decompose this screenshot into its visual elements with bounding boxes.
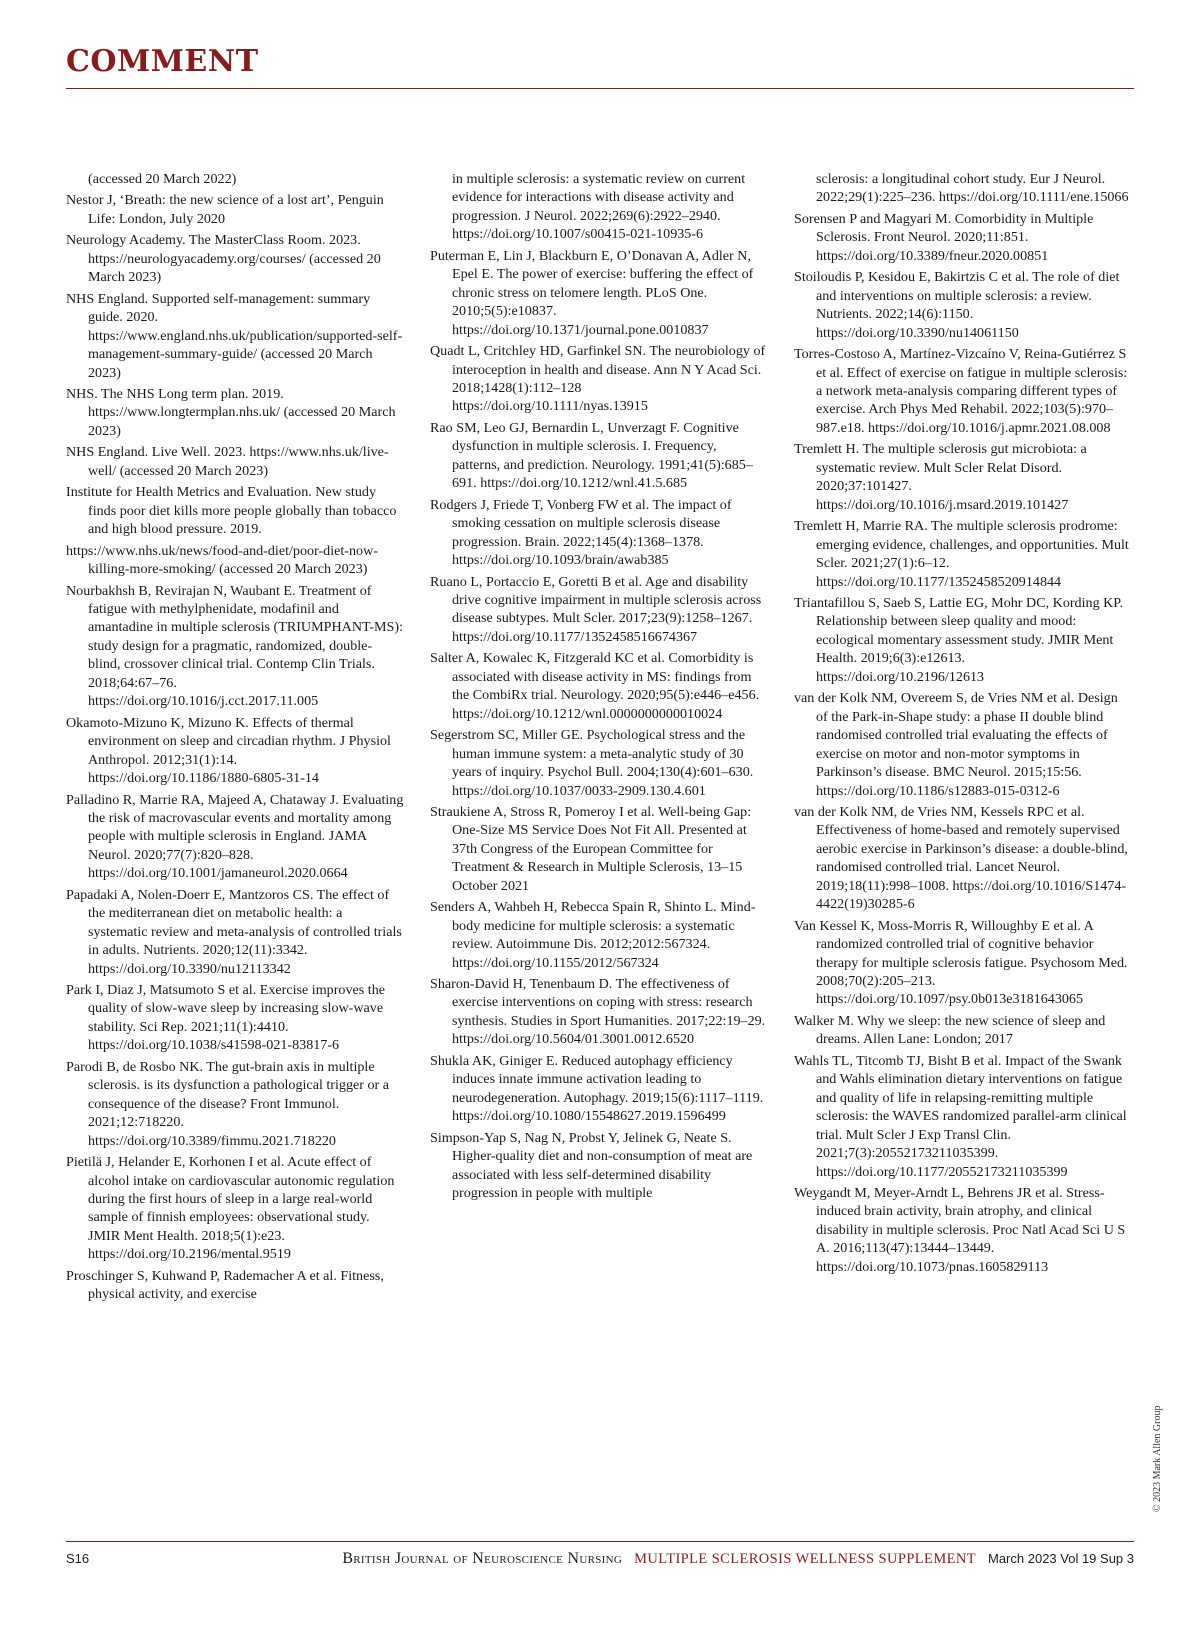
reference-column-3 bbox=[794, 170, 1132, 1279]
reference-entry: Torres-Costoso A, Martínez-Vizcaíno V, Reina-Gutiérrez S et al. Effect of exercise on fatigue in multiple sclerosis: a network meta-analysis comparing different types of exercise. Arch Phys Med Rehabil. 2022;103(5):970–987.e18. https://doi.org/10.1016/j.apmr.2021.08.008 bbox=[794, 346, 1128, 436]
reference-entry: Segerstrom SC, Miller GE. Psychological stress and the human immune system: a meta-analytic study of 30 years of inquiry. Psychol Bull. 2004;130(4):601–630. https://doi.org/10.1037/0033-2909.130.4.601 bbox=[430, 727, 754, 799]
page-footer bbox=[66, 1550, 1134, 1570]
reference-entry: Pietilä J, Helander E, Korhonen I et al. Acute effect of alcohol intake on cardiovascular autonomic regulation during the first hours of sleep in a large real-world sample of finnish employees: observational study. JMIR Ment Health. 2018;5(1):e23. https://doi.org/10.2196/mental.9519 bbox=[66, 1154, 395, 1263]
reference-entry: Sorensen P and Magyari M. Comorbidity in Multiple Sclerosis. Front Neurol. 2020;11:851. https://doi.org/10.3389/fneur.2020.00851 bbox=[794, 210, 1094, 264]
reference-entry: Papadaki A, Nolen-Doerr E, Mantzoros CS. The effect of the mediterranean diet on metabolic health: a systematic review and meta-analysis of controlled trials in adults. Nutrients. 2020;12(11):3342. https://doi.org/10.3390/nu12113342 bbox=[66, 886, 402, 977]
reference-entry: Triantafillou S, Saeb S, Lattie EG, Mohr DC, Kording KP. Relationship between sleep quality and mood: ecological momentary assessment study. JMIR Ment Health. 2019;6(3):e12613. https://doi.org/10.2196/12613 bbox=[794, 594, 1124, 685]
issue-info: March 2023 Vol 19 Sup 3 bbox=[988, 1551, 1134, 1566]
reference-entry: in multiple sclerosis: a systematic review on current evidence for interactions with disease activity and progression. J Neurol. 2022;269(6):2922–2940. https://doi.org/10.1007/s00415-021-10935-6 bbox=[452, 171, 746, 243]
reference-entry: Rodgers J, Friede T, Vonberg FW et al. The impact of smoking cessation on multiple sclerosis disease progression. Brain. 2022;145(4):1368–1378. https://doi.org/10.1093/brain/awab385 bbox=[430, 496, 732, 569]
reference-entry: Wahls TL, Titcomb TJ, Bisht B et al. Impact of the Swank and Wahls elimination dietary interventions on fatigue and quality of life in relapsing-remitting multiple sclerosis: the WAVES randomized parallel-arm clinical trial. Mult Scler J Exp Transl Clin. 2021;7(3):20552173211035399. https://doi.org/10.1177/20552173211035399 bbox=[794, 1052, 1127, 1180]
reference-entry: Ruano L, Portaccio E, Goretti B et al. Age and disability drive cognitive impairment in multiple sclerosis across disease subtypes. Mult Scler. 2017;23(9):1258–1267. https://doi.org/10.1177/1352458516674367 bbox=[430, 573, 762, 645]
reference-entry: Rao SM, Leo GJ, Bernardin L, Unverzagt F. Cognitive dysfunction in multiple sclerosis. I. Frequency, patterns, and prediction. Neurology. 1991;41(5):685–691. https://doi.org/10.1212/wnl.41.5.685 bbox=[430, 419, 753, 492]
reference-entry: Proschinger S, Kuhwand P, Rademacher A et al. Fitness, physical activity, and exercise bbox=[66, 1267, 384, 1303]
section-title: COMMENT bbox=[66, 44, 259, 79]
running-footer bbox=[342, 1550, 1134, 1568]
reference-entry: NHS England. Supported self-management: summary guide. 2020. https://www.england.nhs.uk/publication/supported-self-management-summary-guide/ (accessed 20 March 2023) bbox=[66, 290, 403, 381]
reference-entry: Palladino R, Marrie RA, Majeed A, Chataway J. Evaluating the risk of macrovascular events and mortality among people with multiple sclerosis in England. JAMA Neurol. 2020;77(7):820–828. https://doi.org/10.1001/jamaneurol.2020.0664 bbox=[66, 791, 404, 882]
reference-entry: Tremlett H, Marrie RA. The multiple sclerosis prodrome: emerging evidence, challenges, and opportunities. Mult Scler. 2021;27(1):6–12. https://doi.org/10.1177/1352458520914844 bbox=[794, 518, 1129, 590]
reference-entry: Park I, Diaz J, Matsumoto S et al. Exercise improves the quality of slow-wave sleep by increasing slow-wave stability. Sci Rep. 2021;11(1):4410. https://doi.org/10.1038/s41598-021-83817-6 bbox=[66, 982, 385, 1054]
copyright-text: © 2023 Mark Allen Group bbox=[1152, 1405, 1163, 1512]
reference-entry: van der Kolk NM, Overeem S, de Vries NM et al. Design of the Park-in-Shape study: a phase II double blind randomised controlled trial evaluating the effects of exercise on motor and non-motor symptoms in Parkinson’s disease. BMC Neurol. 2015;15:56. https://doi.org/10.1186/s12883-015-0312-6 bbox=[794, 690, 1118, 799]
reference-entry: Quadt L, Critchley HD, Garfinkel SN. The neurobiology of interoception in health and disease. Ann N Y Acad Sci. 2018;1428(1):112–128 https://doi.org/10.1111/nyas.13915 bbox=[430, 343, 766, 415]
reference-entry: Straukiene A, Stross R, Pomeroy I et al. Well-being Gap: One-Size MS Service Does Not Fit All. Presented at 37th Congress of the European Committee for Treatment & Research in Multiple Sclerosis, 13–15 October 2021 bbox=[430, 803, 752, 894]
reference-entry: Puterman E, Lin J, Blackburn E, O’Donavan A, Adler N, Epel E. The power of exercise: buffering the effect of chronic stress on telomere length. PLoS One. 2010;5(5):e10837. https://doi.org/10.1371/journal.pone.0010837 bbox=[430, 247, 754, 338]
reference-entry: Nourbakhsh B, Revirajan N, Waubant E. Treatment of fatigue with methylphenidate, modafinil and amantadine in multiple sclerosis (TRIUMPHANT-MS): study design for a pragmatic, randomized, double-blind, crossover clinical trial. Contemp Clin Trials. 2018;64:67–76. https://doi.org/10.1016/j.cct.2017.11.005 bbox=[66, 582, 403, 710]
reference-entry: NHS England. Live Well. 2023. https://www.nhs.uk/live-well/ (accessed 20 March 2023) bbox=[66, 444, 389, 479]
reference-entry: Weygandt M, Meyer-Arndt L, Behrens JR et al. Stress-induced brain activity, brain atrophy, and clinical disability in multiple sclerosis. Proc Natl Acad Sci U S A. 2016;113(47):13444–13449. https://doi.org/10.1073/pnas.1605829113 bbox=[794, 1185, 1126, 1275]
reference-entry: Tremlett H. The multiple sclerosis gut microbiota: a systematic review. Mult Scler Relat Disord. 2020;37:101427. https://doi.org/10.1016/j.msard.2019.101427 bbox=[794, 441, 1087, 513]
reference-entry: Nestor J, ‘Breath: the new science of a lost art’, Penguin Life: London, July 2020 bbox=[66, 192, 384, 227]
reference-entry: sclerosis: a longitudinal cohort study. Eur J Neurol. 2022;29(1):225–236. https://doi.org/10.1111/ene.15066 bbox=[816, 171, 1129, 206]
reference-entry: Parodi B, de Rosbo NK. The gut-brain axis in multiple sclerosis. is its dysfunction a pathological trigger or a consequence of the disease? Front Immunol. 2021;12:718220. https://doi.org/10.3389/fimmu.2021.718220 bbox=[66, 1058, 389, 1149]
reference-entry: van der Kolk NM, de Vries NM, Kessels RPC et al. Effectiveness of home-based and remotely supervised aerobic exercise in Parkinson’s disease: a double-blind, randomised controlled trial. Lancet Neurol. 2019;18(11):998–1008. https://doi.org/10.1016/S1474-4422(19)30285-6 bbox=[794, 803, 1128, 913]
reference-entry: Salter A, Kowalec K, Fitzgerald KC et al. Comorbidity is associated with disease activity in MS: findings from the CombiRx trial. Neurology. 2020;95(5):e446–e456. https://doi.org/10.1212/wnl.0000000000010024 bbox=[430, 650, 760, 722]
reference-entry: https://www.nhs.uk/news/food-and-diet/poor-diet-now-killing-more-smoking/ (accessed 20 March 2023) bbox=[66, 542, 378, 578]
reference-entry: Walker M. Why we sleep: the new science of sleep and dreams. Allen Lane: London; 2017 bbox=[794, 1012, 1106, 1048]
reference-entry: Neurology Academy. The MasterClass Room. 2023. https://neurologyacademy.org/courses/ (accessed 20 March 2023) bbox=[66, 232, 381, 286]
reference-entry: Shukla AK, Giniger E. Reduced autophagy efficiency induces innate immune activation leading to neurodegeneration. Autophagy. 2019;15(6):1117–1119. https://doi.org/10.1080/15548627.2019.1596499 bbox=[430, 1052, 764, 1125]
reference-entry: Stoiloudis P, Kesidou E, Bakirtzis C et al. The role of diet and interventions on multiple sclerosis: a review. Nutrients. 2022;14(6):1150. https://doi.org/10.3390/nu14061150 bbox=[794, 269, 1120, 341]
reference-entry: (accessed 20 March 2022) bbox=[88, 171, 237, 187]
reference-column-1 bbox=[66, 170, 404, 1307]
reference-entry: Sharon-David H, Tenenbaum D. The effectiveness of exercise interventions on coping with stress: research synthesis. Studies in Sport Humanities. 2017;22:19–29. https://doi.org/10.5604/01.3001.0012.6520 bbox=[430, 976, 766, 1048]
reference-entry: Van Kessel K, Moss-Morris R, Willoughby E et al. A randomized controlled trial of cognitive behavior therapy for multiple sclerosis fatigue. Psychosom Med. 2008;70(2):205–213. https://doi.org/10.1097/psy.0b013e3181643065 bbox=[794, 917, 1128, 1008]
reference-column-2 bbox=[430, 170, 768, 1205]
journal-name: British Journal of Neuroscience Nursing bbox=[342, 1550, 623, 1567]
reference-entry: Institute for Health Metrics and Evaluation. New study finds poor diet kills more people globally than tobacco and high blood pressure. 2019. bbox=[66, 484, 397, 538]
supplement-name: MULTIPLE SCLEROSIS WELLNESS SUPPLEMENT bbox=[634, 1551, 976, 1567]
reference-entry: Senders A, Wahbeh H, Rebecca Spain R, Shinto L. Mind-body medicine for multiple sclerosis: a systematic review. Autoimmune Dis. 2012;2012:567324. https://doi.org/10.1155/2012/567324 bbox=[430, 899, 756, 971]
header-rule bbox=[66, 88, 1134, 89]
reference-entry: Okamoto-Mizuno K, Mizuno K. Effects of thermal environment on sleep and circadian rhythm. J Physiol Anthropol. 2012;31(1):14. https://doi.org/10.1186/1880-6805-31-14 bbox=[66, 714, 391, 787]
page-number: S16 bbox=[66, 1551, 90, 1566]
reference-entry: NHS. The NHS Long term plan. 2019. https://www.longtermplan.nhs.uk/ (accessed 20 March 2023) bbox=[66, 385, 396, 439]
footer-rule bbox=[66, 1541, 1134, 1542]
reference-list bbox=[66, 170, 1140, 1400]
reference-entry: Simpson-Yap S, Nag N, Probst Y, Jelinek G, Neate S. Higher-quality diet and non-consumption of meat are associated with less self-determined disability progression in people with multiple bbox=[430, 1129, 753, 1202]
